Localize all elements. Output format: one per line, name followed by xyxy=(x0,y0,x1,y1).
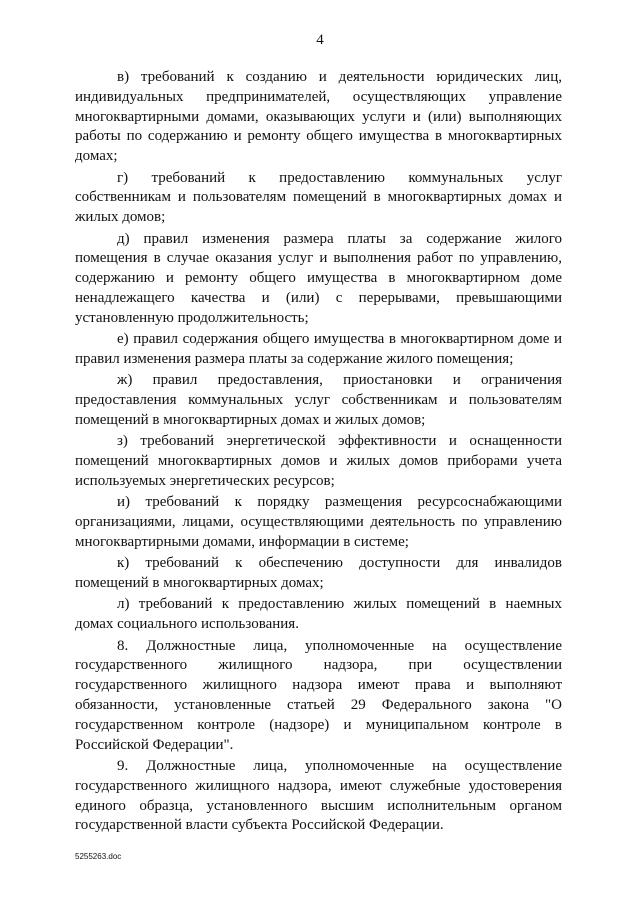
paragraph-k: к) требований к обеспечению доступности для инвалидов помещений в многоквартирных домах; xyxy=(75,555,562,592)
paragraph-z: з) требований энергетической эффективности и оснащенности помещений многоквартирных домов и жилых домов приборами учета используемых энергетических ресурсов; xyxy=(75,433,562,489)
paragraph-zh: ж) правил предоставления, приостановки и ограничения предоставления коммунальных услуг собственникам и пользователям помещений в многоквартирных домах и жилых домов; xyxy=(75,372,562,428)
paragraph-d: д) правил изменения размера платы за содержание жилого помещения в случае оказания услуг и выполнения работ по управлению, содержанию и ремонту общего имущества в многоквартирном доме ненадлежащего качества и (или) с перерывами, превышающими установленную продолжительность; xyxy=(75,230,562,326)
paragraph-v: в) требований к созданию и деятельности юридических лиц, индивидуальных предпринимателей, осуществляющих управление многоквартирными домами, оказывающих услуги и (или) выполняющих работы по содержанию и ремонту общего имущества в многоквартирных домах; xyxy=(75,69,562,165)
paragraph-8: 8. Должностные лица, уполномоченные на осуществление государственного жилищного надзора, при осуществлении государственного жилищного надзора имеют права и выполняют обязанности, установленные статьей 29 Федерального закона "О государственном контроле (надзоре) и муниципальном контроле в Российской Федерации". xyxy=(75,637,562,753)
paragraph-9: 9. Должностные лица, уполномоченные на осуществление государственного жилищного надзора, имеют служебные удостоверения единого образца, установленного высшим исполнительным органом государственной власти субъекта Российской Федерации. xyxy=(75,758,562,834)
paragraph-l: л) требований к предоставлению жилых помещений в наемных домах социального использования. xyxy=(75,596,562,633)
document-footer-filename: 5255263.doc xyxy=(75,852,122,861)
document-body xyxy=(75,68,562,838)
page-number: 4 xyxy=(316,32,324,48)
paragraph-i: и) требований к порядку размещения ресурсоснабжающими организациями, лицами, осуществляющими деятельность по управлению многоквартирными домами, информации в системе; xyxy=(75,494,562,550)
paragraph-e: е) правил содержания общего имущества в многоквартирном доме и правил изменения размера платы за содержание жилого помещения; xyxy=(75,331,562,367)
paragraph-g: г) требований к предоставлению коммунальных услуг собственникам и пользователям помещений в многоквартирных домах и жилых домов; xyxy=(75,169,562,226)
